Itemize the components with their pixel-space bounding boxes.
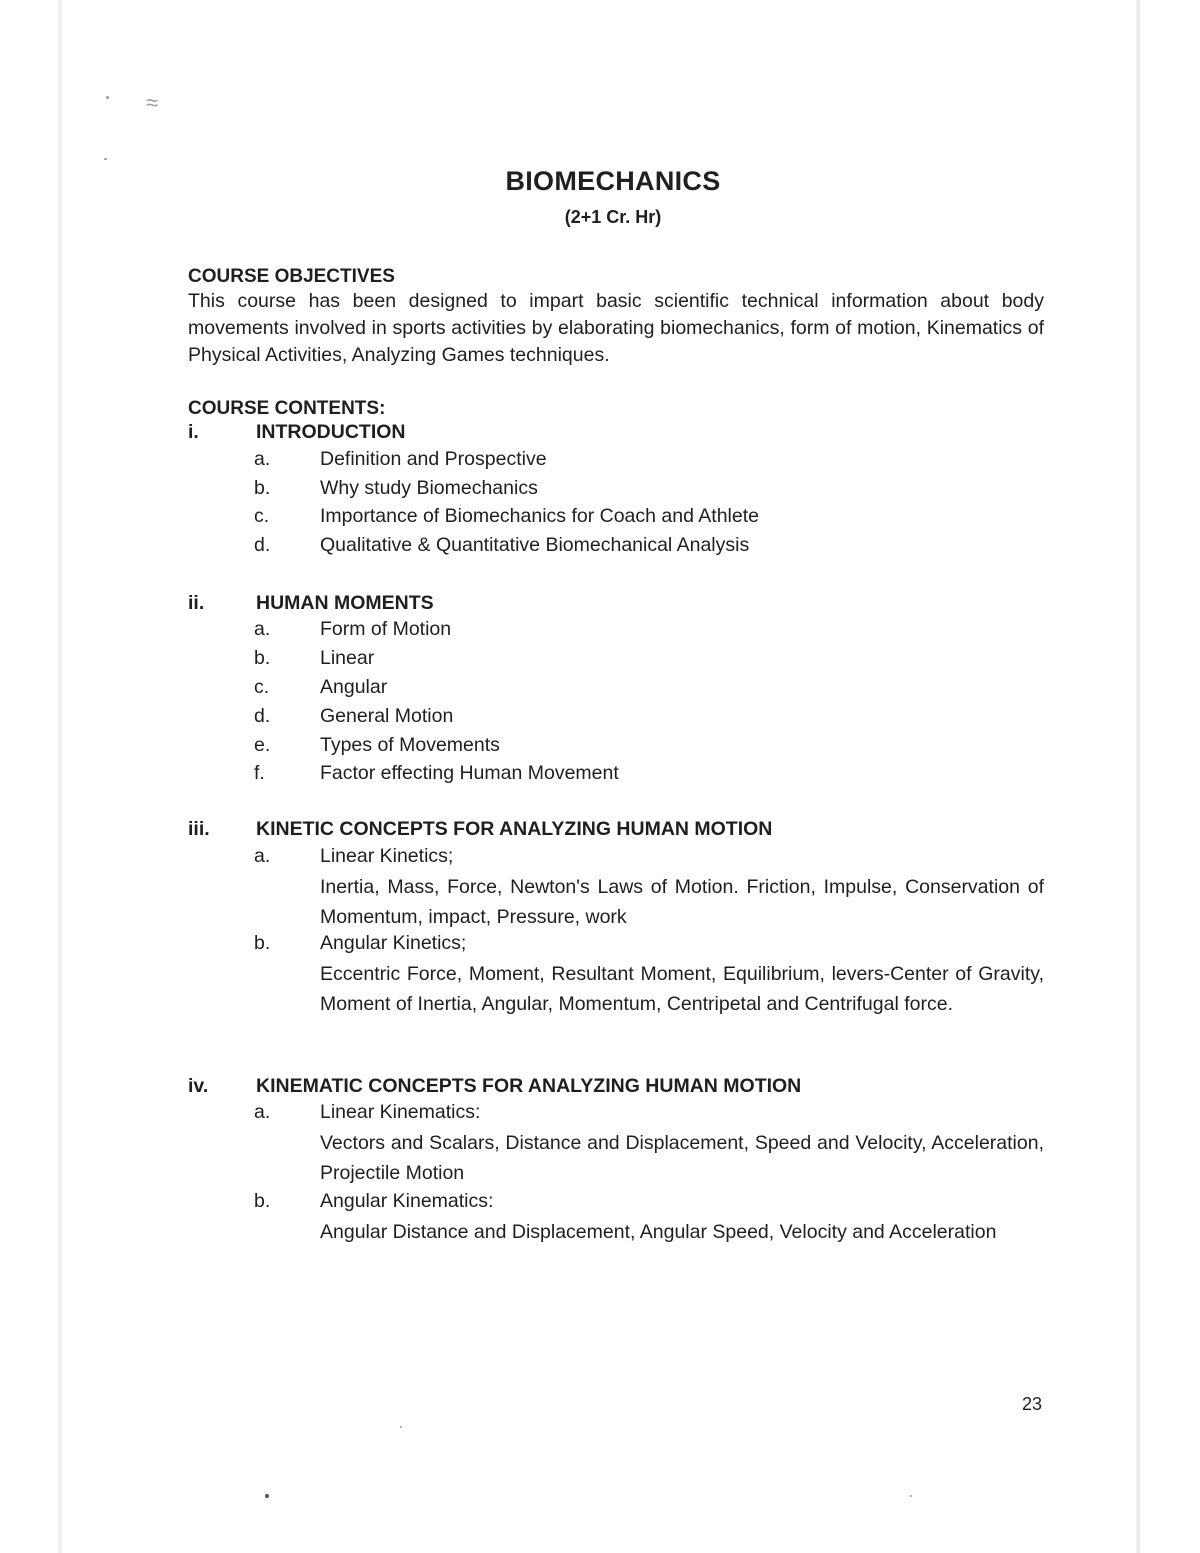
section-1 <box>188 421 1048 556</box>
list-item <box>188 1190 1048 1243</box>
list-item <box>188 845 1048 928</box>
list-item <box>188 705 1048 734</box>
item-label: Factor effecting Human Movement <box>320 762 619 784</box>
section-number: iv. <box>188 1075 209 1097</box>
item-label: General Motion <box>320 705 454 727</box>
scan-speck <box>106 96 109 99</box>
item-label: Linear Kinetics; <box>320 845 454 867</box>
list-item <box>188 734 1048 763</box>
item-letter: a. <box>254 448 271 470</box>
section-heading <box>188 592 1048 618</box>
scan-edge-right <box>1136 0 1140 1553</box>
item-label: Qualitative & Quantitative Biomechanical Analysis <box>320 534 750 556</box>
list-item <box>188 932 1048 1015</box>
credit-hours: (2+1 Cr. Hr) <box>564 207 662 227</box>
item-letter: c. <box>254 505 270 527</box>
section-title: KINETIC CONCEPTS FOR ANALYZING HUMAN MOTION <box>256 818 773 840</box>
item-letter: d. <box>254 705 271 727</box>
objectives-heading: COURSE OBJECTIVES <box>188 266 395 287</box>
scan-speck <box>400 1426 402 1428</box>
section-number: iii. <box>188 818 210 840</box>
section-3 <box>188 818 1048 1015</box>
section-title: INTRODUCTION <box>256 421 406 443</box>
section-title: HUMAN MOMENTS <box>256 592 434 614</box>
list-item <box>188 477 1048 506</box>
list-item <box>188 448 1048 477</box>
scan-speck <box>265 1494 269 1498</box>
list-item <box>188 618 1048 647</box>
item-letter: c. <box>254 676 270 698</box>
document-title: BIOMECHANICS <box>505 166 721 196</box>
item-label: Angular <box>320 676 388 698</box>
item-letter: b. <box>254 932 271 954</box>
objectives-text: This course has been designed to impart basic scientific technical information about body movements involved in sports activities by elaborating biomechanics, form of motion, Kinematics of Physical Activities, Analyzing Games techniques. <box>188 290 1044 366</box>
item-letter: e. <box>254 734 271 756</box>
list-item <box>188 505 1048 534</box>
item-label: Linear Kinematics: <box>320 1101 481 1123</box>
contents-heading: COURSE CONTENTS: <box>188 398 386 419</box>
item-label: Why study Biomechanics <box>320 477 538 499</box>
item-label: Angular Kinetics; <box>320 932 467 954</box>
list-item <box>188 534 1048 563</box>
list-item <box>188 647 1048 676</box>
item-letter: a. <box>254 618 271 640</box>
item-label: Angular Kinematics: <box>320 1190 494 1212</box>
item-letter: b. <box>254 647 271 669</box>
scan-speck <box>910 1495 912 1497</box>
item-letter: a. <box>254 1101 271 1123</box>
section-number: i. <box>188 421 199 443</box>
item-letter: b. <box>254 477 271 499</box>
scan-smudge-icon: ≈ <box>146 90 159 115</box>
list-item <box>188 676 1048 705</box>
item-letter: a. <box>254 845 271 867</box>
scan-speck <box>104 158 107 160</box>
item-detail: Eccentric Force, Moment, Resultant Moment, Equilibrium, levers-Center of Gravity, Moment of Inertia, Angular, Momentum, Centripetal and Centrifugal force. <box>320 963 1044 1015</box>
page-number: 23 <box>1022 1394 1043 1414</box>
item-label: Form of Motion <box>320 618 452 640</box>
item-detail: Vectors and Scalars, Distance and Displacement, Speed and Velocity, Acceleration, Projectile Motion <box>320 1132 1044 1184</box>
item-label: Linear <box>320 647 375 669</box>
section-heading <box>188 818 1048 844</box>
section-heading <box>188 1075 1048 1101</box>
item-detail: Inertia, Mass, Force, Newton's Laws of Motion. Friction, Impulse, Conservation of Momentum, impact, Pressure, work <box>320 876 1044 928</box>
item-letter: d. <box>254 534 271 556</box>
section-title: KINEMATIC CONCEPTS FOR ANALYZING HUMAN MOTION <box>256 1075 802 1097</box>
item-label: Definition and Prospective <box>320 448 547 470</box>
section-2 <box>188 592 1048 784</box>
section-heading <box>188 421 1048 447</box>
item-detail: Angular Distance and Displacement, Angular Speed, Velocity and Acceleration <box>320 1221 997 1243</box>
item-label: Importance of Biomechanics for Coach and Athlete <box>320 505 759 527</box>
section-number: ii. <box>188 592 205 614</box>
scan-edge-left <box>58 0 62 1553</box>
list-item <box>188 1101 1048 1184</box>
item-label: Types of Movements <box>320 734 500 756</box>
section-4 <box>188 1075 1048 1243</box>
list-item <box>188 762 1048 791</box>
item-letter: b. <box>254 1190 271 1212</box>
item-letter: f. <box>254 762 265 784</box>
